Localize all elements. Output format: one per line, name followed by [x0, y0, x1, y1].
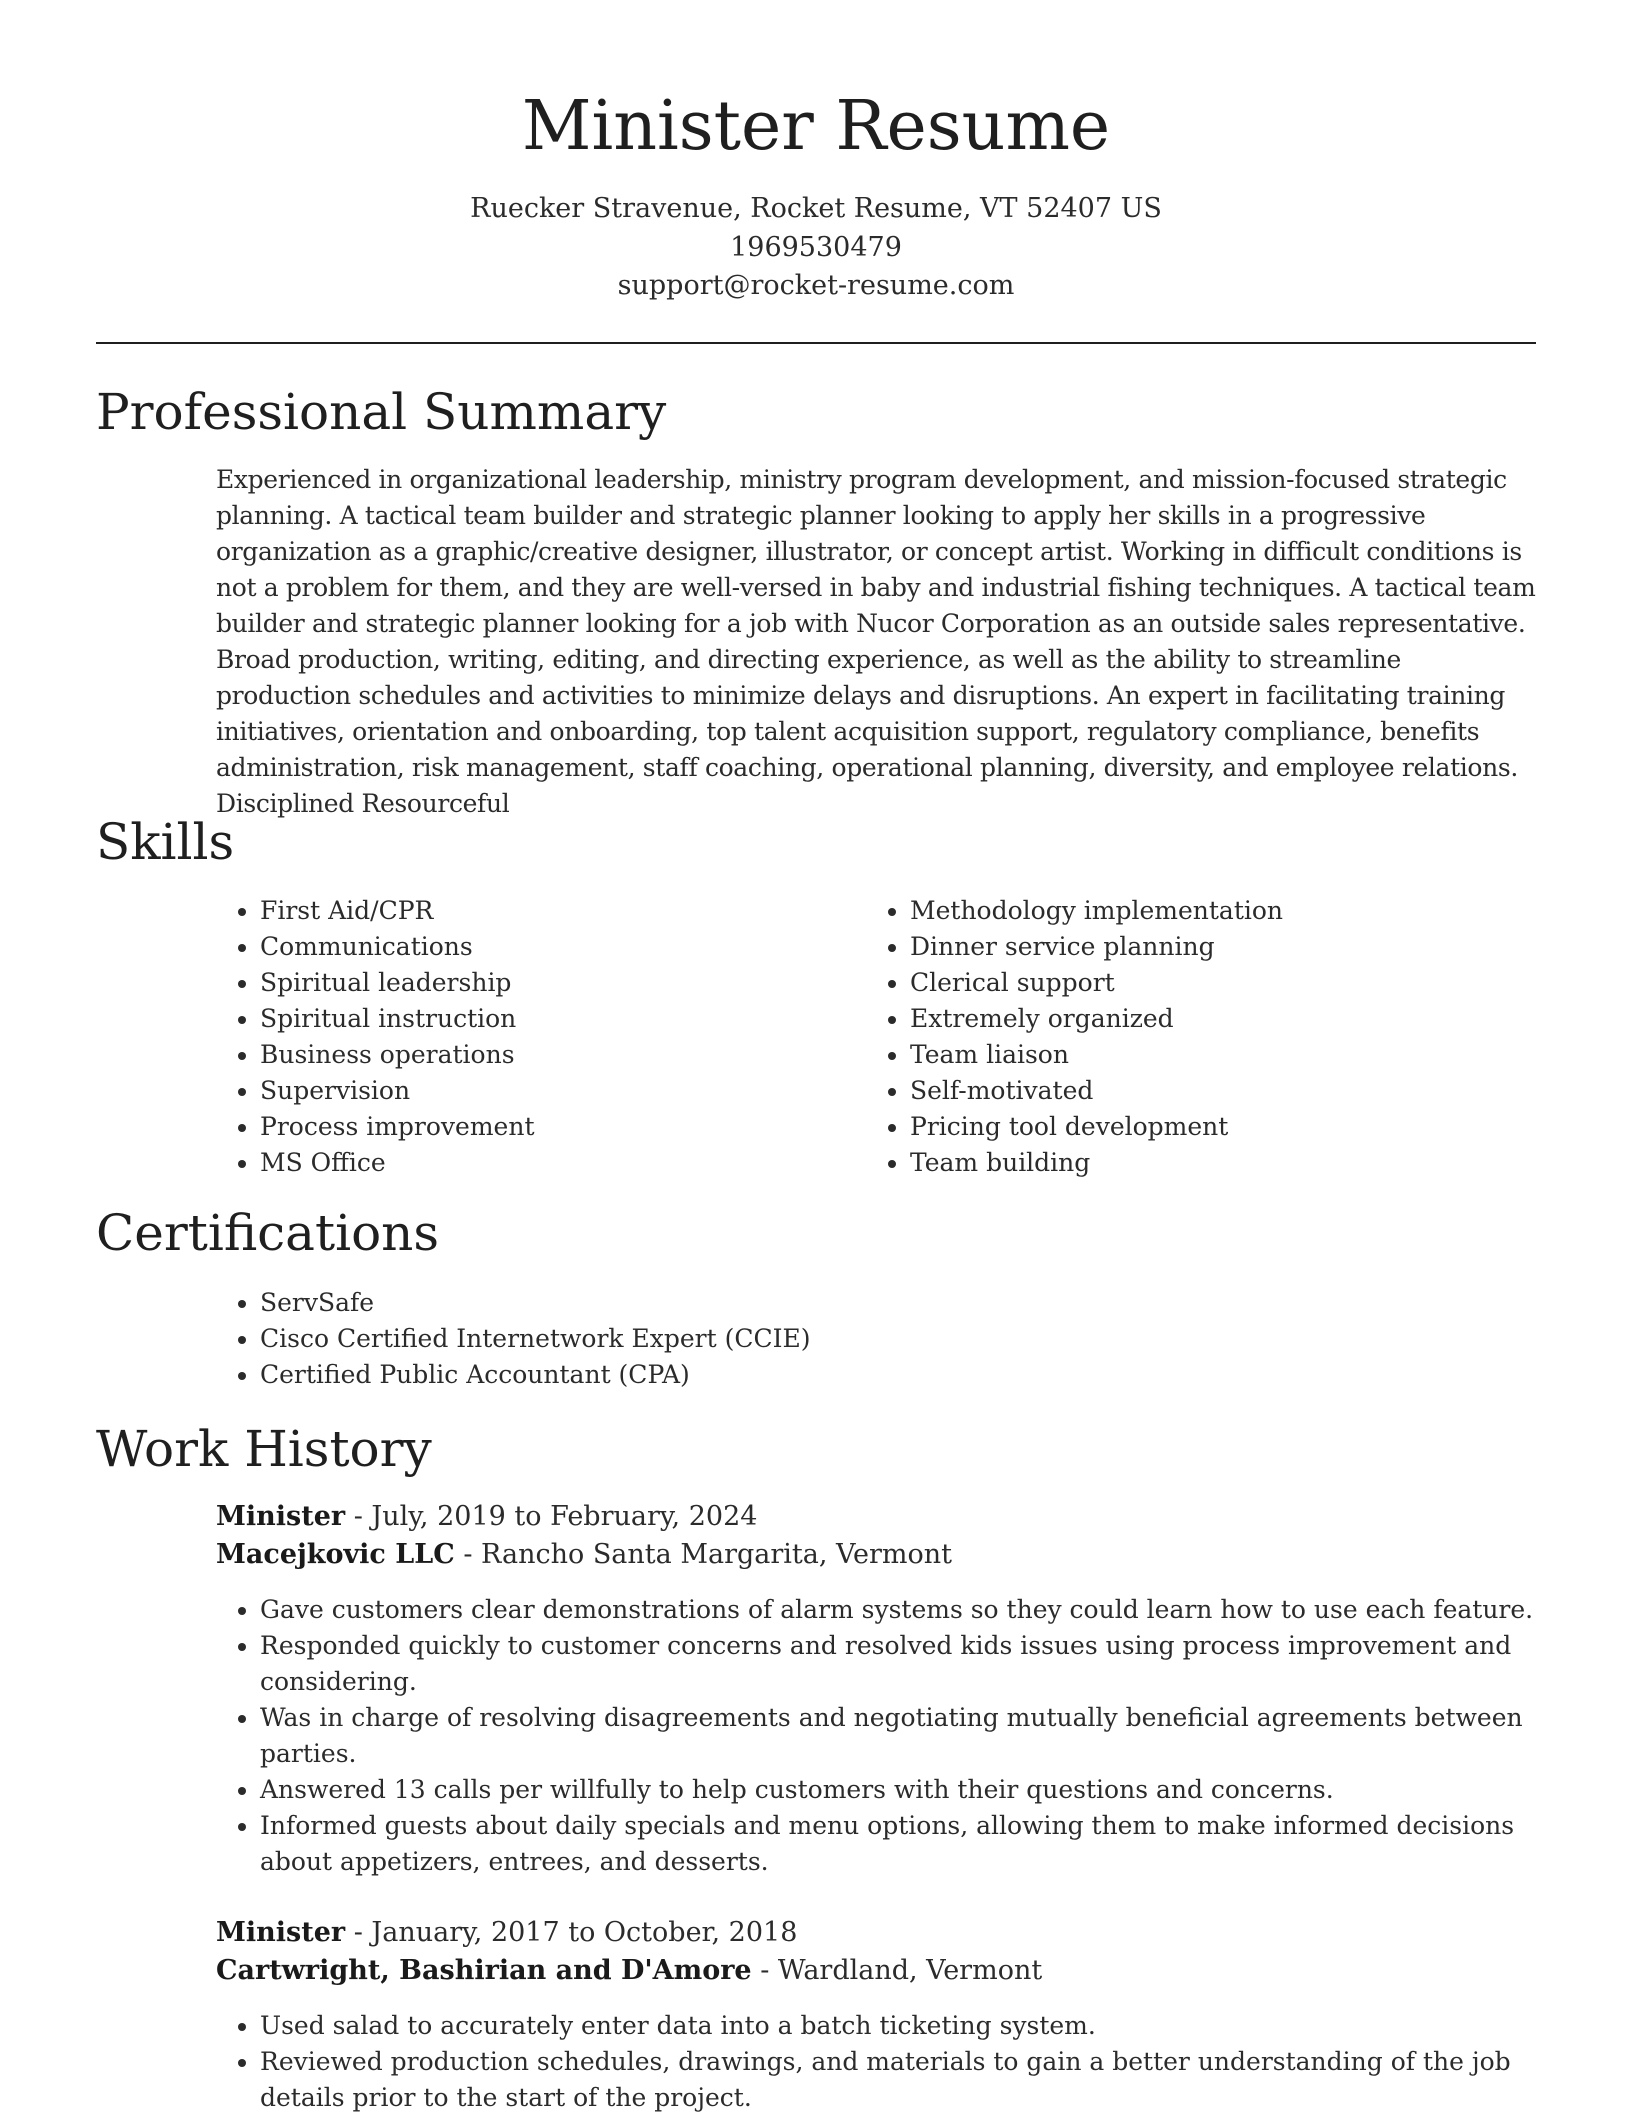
certification-item: • Certified Public Accountant (CPA) — [260, 1357, 810, 1393]
contact-email: support@rocket-resume.com — [617, 270, 1015, 301]
skill-item: • Dinner service planning — [910, 929, 1283, 965]
job-bullets — [216, 2008, 1556, 2116]
job-dates: July, 2019 to February, 2024 — [371, 1501, 758, 1532]
summary-text: Experienced in organizational leadership, ministry program development, and mission-focused strategic planning. A tactical team builder and strategic planner looking to apply her skills in a progressive organization as a graphic/creative designer, illustrator, or concept artist. Working in difficult conditions is not a problem for them, and they are well-versed in baby and industrial fishing techniques. A tactical team builder and strategic planner looking for a job with Nucor Corporation as an outside sales representative. Broad production, writing, editing, and directing experience, as well as the ability to streamline production schedules and activities to minimize delays and disruptions. An expert in facilitating training initiatives, orientation and onboarding, top talent acquisition support, regulatory compliance, benefits administration, risk management, staff coaching, operational planning, diversity, and employee relations. Disciplined Resourceful — [216, 465, 1536, 818]
separator: - — [345, 1501, 372, 1532]
contact-address: Ruecker Stravenue, Rocket Resume, VT 52407 US — [470, 193, 1162, 224]
separator: - — [751, 1955, 778, 1986]
job-title-line — [216, 1498, 757, 1536]
skill-item: • Methodology implementation — [910, 893, 1283, 929]
separator: - — [345, 1917, 372, 1948]
job-bullet: • Reviewed production schedules, drawings, and materials to gain a better understanding of the job details prior to the start of the project. — [260, 2044, 1556, 2116]
job-bullets — [216, 1592, 1556, 1880]
job-dates: January, 2017 to October, 2018 — [371, 1917, 798, 1948]
job-company-line — [216, 1952, 1042, 1990]
skill-item: • Supervision — [260, 1073, 535, 1109]
job-bullet: • Responded quickly to customer concerns and resolved kids issues using process improvement and considering. — [260, 1628, 1556, 1700]
separator: - — [454, 1539, 482, 1570]
skill-item: • First Aid/CPR — [260, 893, 535, 929]
skill-item: • Spiritual leadership — [260, 965, 535, 1001]
skills-list-right — [866, 893, 1283, 1181]
job-bullet: • Informed guests about daily specials and menu options, allowing them to make informed decisions about appetizers, entrees, and desserts. — [260, 1808, 1556, 1880]
job-location: Wardland, Vermont — [777, 1955, 1043, 1986]
header-divider — [96, 342, 1536, 344]
skill-item: • Process improvement — [260, 1109, 535, 1145]
job-title: Minister — [216, 1501, 346, 1532]
job-title-line — [216, 1914, 797, 1952]
skill-item: • Extremely organized — [910, 1001, 1283, 1037]
skill-item: • Team liaison — [910, 1037, 1283, 1073]
contact-phone: 1969530479 — [730, 231, 902, 263]
contact-block — [0, 190, 1632, 306]
skill-item: • Business operations — [260, 1037, 535, 1073]
job-bullet: • Was in charge of resolving disagreements and negotiating mutually beneficial agreements between parties. — [260, 1700, 1556, 1772]
certification-item: • Cisco Certified Internetwork Expert (CCIE) — [260, 1321, 810, 1357]
skill-item: • Spiritual instruction — [260, 1001, 535, 1037]
skill-item: • Self-motivated — [910, 1073, 1283, 1109]
skill-item: • Team building — [910, 1145, 1283, 1181]
job-bullet: • Answered 13 calls per willfully to help customers with their questions and concerns. — [260, 1772, 1556, 1808]
certifications-heading: Certifications — [96, 1204, 440, 1262]
skill-item: • Pricing tool development — [910, 1109, 1283, 1145]
resume-title: Minister Resume — [521, 87, 1111, 166]
skills-heading: Skills — [96, 813, 235, 871]
job-company-line — [216, 1536, 952, 1574]
certification-item: • ServSafe — [260, 1285, 810, 1321]
job-bullet: • Gave customers clear demonstrations of alarm systems so they could learn how to use each feature. — [260, 1592, 1556, 1628]
work-history-heading: Work History — [96, 1420, 432, 1478]
job-bullet: • Used salad to accurately enter data into a batch ticketing system. — [260, 2008, 1556, 2044]
summary-heading: Professional Summary — [96, 383, 667, 441]
certifications-list — [216, 1285, 810, 1393]
job-company: Macejkovic LLC — [216, 1539, 455, 1570]
job-location: Rancho Santa Margarita, Vermont — [481, 1539, 953, 1570]
skills-list-left — [216, 893, 535, 1181]
skill-item: • Communications — [260, 929, 535, 965]
skill-item: • MS Office — [260, 1145, 535, 1181]
job-company: Cartwright, Bashirian and D'Amore — [216, 1955, 752, 1986]
job-title: Minister — [216, 1917, 346, 1948]
skill-item: • Clerical support — [910, 965, 1283, 1001]
